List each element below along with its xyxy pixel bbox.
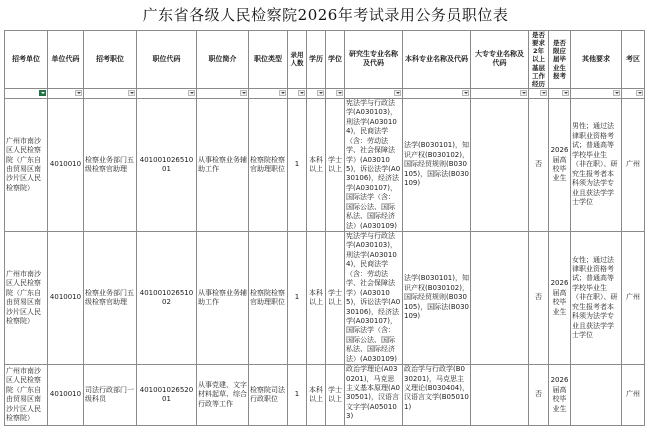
- filter-dropdown-icon[interactable]: [188, 90, 195, 96]
- cell-unit-code: 4010010: [48, 98, 84, 231]
- cell-college-major: [471, 365, 529, 426]
- filter-dropdown-icon[interactable]: [540, 90, 547, 96]
- cell-desc: 从事检察业务辅助工作: [197, 98, 249, 231]
- table-row: [5, 98, 645, 231]
- cell-fresh: 2026届高校毕业生: [549, 232, 571, 365]
- col-header: 是否限应届毕业生报考: [549, 31, 571, 89]
- cell-type: 检察院司法行政职位: [249, 365, 288, 426]
- cell-grassroots: 否: [529, 232, 549, 365]
- cell-count: 1: [288, 365, 307, 426]
- cell-edu: 本科以上: [307, 365, 326, 426]
- filter-dropdown-icon[interactable]: [394, 90, 401, 96]
- cell-position-code: 40100102651002: [137, 232, 197, 365]
- table-row: [5, 365, 645, 426]
- filter-dropdown-icon[interactable]: [75, 90, 82, 96]
- cell-unit: 广州市南沙区人民检察院（广东自由贸易区南沙片区人民检察院）: [5, 232, 48, 365]
- cell-ug-major: 法学(B030101)，知识产权(B030102)，国际经贸规则(B030105)，国际法(B030109): [403, 98, 471, 231]
- cell-unit-code: 4010010: [48, 232, 84, 365]
- filter-dropdown-icon[interactable]: [336, 90, 343, 96]
- cell-position-code: 40100102652001: [137, 365, 197, 426]
- cell-other: [571, 365, 622, 426]
- cell-unit-code: 4010010: [48, 365, 84, 426]
- filter-dropdown-icon[interactable]: [636, 90, 643, 96]
- filter-dropdown-icon[interactable]: [39, 90, 46, 96]
- cell-degree: 学士以上: [326, 365, 345, 426]
- col-header: 招考职位: [84, 31, 137, 89]
- cell-college-major: [471, 98, 529, 231]
- filter-dropdown-icon[interactable]: [128, 90, 135, 96]
- cell-ug-major: 政治学与行政学(B030201)，马克思主义理论(B030404)，汉语言文学(B050101): [403, 365, 471, 426]
- filter-dropdown-icon[interactable]: [240, 90, 247, 96]
- filter-dropdown-icon[interactable]: [298, 90, 305, 96]
- cell-position: 检察业务部门五级检察官助理: [84, 232, 137, 365]
- cell-type: 检察院检察官助理职位: [249, 98, 288, 231]
- col-header: 本科专业名称及代码: [403, 31, 471, 89]
- col-header: 录用人数: [288, 31, 307, 89]
- col-header: 职位类型: [249, 31, 288, 89]
- cell-grad-major: 宪法学与行政法学(A030103)，刑法学(A030104)，民商法学（含：劳动法学、社会保障法学）(A030105)，诉讼法学(A030106)，经济法学(A030107)，国际法学（含：国际公法、国际私法、国际经济法）(A030109): [345, 232, 403, 365]
- cell-edu: 本科以上: [307, 98, 326, 231]
- cell-grassroots: 否: [529, 365, 549, 426]
- col-header: 招考单位: [5, 31, 48, 89]
- cell-desc: 从事检察业务辅助工作: [197, 232, 249, 365]
- position-table: [4, 30, 645, 426]
- cell-fresh: 2026届高校毕业生: [549, 98, 571, 231]
- cell-other: 男性；通过法律职业资格考试；普通高等学校毕业生（非在职）、研究生报考者本科须为法学专业且获法学学士学位: [571, 98, 622, 231]
- cell-ug-major: 法学(B030101)，知识产权(B030102)，国际经贸规则(B030105)，国际法(B030109): [403, 232, 471, 365]
- col-header: 职位简介: [197, 31, 249, 89]
- filter-dropdown-icon[interactable]: [562, 90, 569, 96]
- col-header: 是否要求2年以上基层工作经历: [529, 31, 549, 89]
- col-header: 学历: [307, 31, 326, 89]
- cell-type: 检察院检察官助理职位: [249, 232, 288, 365]
- filter-dropdown-icon[interactable]: [520, 90, 527, 96]
- col-header: 大专专业名称及代码: [471, 31, 529, 89]
- cell-area: 广州: [622, 365, 645, 426]
- cell-area: 广州: [622, 232, 645, 365]
- cell-degree: 学士以上: [326, 98, 345, 231]
- filter-dropdown-icon[interactable]: [317, 90, 324, 96]
- table-row: [5, 232, 645, 365]
- col-header: 学位: [326, 31, 345, 89]
- filter-dropdown-icon[interactable]: [613, 90, 620, 96]
- filter-dropdown-icon[interactable]: [462, 90, 469, 96]
- cell-fresh: 2026届高校毕业生: [549, 365, 571, 426]
- cell-position: 检察业务部门五级检察官助理: [84, 98, 137, 231]
- cell-count: 1: [288, 98, 307, 231]
- cell-grad-major: 政治学理论(A030201)，马克思主义基本原理(A030501)，汉语言文字学(A050103): [345, 365, 403, 426]
- cell-desc: 从事党建、文字材料起草、综合行政等工作: [197, 365, 249, 426]
- cell-count: 1: [288, 232, 307, 365]
- cell-grad-major: 宪法学与行政法学(A030103)，刑法学(A030104)，民商法学（含：劳动法学、社会保障法学）(A030105)，诉讼法学(A030106)，经济法学(A030107)，国际法学（含：国际公法、国际私法、国际经济法）(A030109): [345, 98, 403, 231]
- filter-dropdown-icon[interactable]: [279, 90, 286, 96]
- col-header: 其他要求: [571, 31, 622, 89]
- cell-grassroots: 否: [529, 98, 549, 231]
- cell-unit: 广州市南沙区人民检察院（广东自由贸易区南沙片区人民检察院）: [5, 365, 48, 426]
- cell-edu: 本科以上: [307, 232, 326, 365]
- cell-area: 广州: [622, 98, 645, 231]
- col-header: 考区: [622, 31, 645, 89]
- cell-unit: 广州市南沙区人民检察院（广东自由贸易区南沙片区人民检察院）: [5, 98, 48, 231]
- col-header: 单位代码: [48, 31, 84, 89]
- cell-position: 司法行政部门一级科员: [84, 365, 137, 426]
- cell-other: 女性；通过法律职业资格考试；普通高等学校毕业生（非在职）、研究生报考者本科须为法学专业且获法学学士学位: [571, 232, 622, 365]
- page-title: 广东省各级人民检察院2026年考试录用公务员职位表: [142, 6, 509, 24]
- header-row: [5, 31, 645, 89]
- filter-row: [5, 88, 645, 98]
- cell-position-code: 40100102651001: [137, 98, 197, 231]
- col-header: 职位代码: [137, 31, 197, 89]
- cell-college-major: [471, 232, 529, 365]
- col-header: 研究生专业名称及代码: [345, 31, 403, 89]
- cell-degree: 学士以上: [326, 232, 345, 365]
